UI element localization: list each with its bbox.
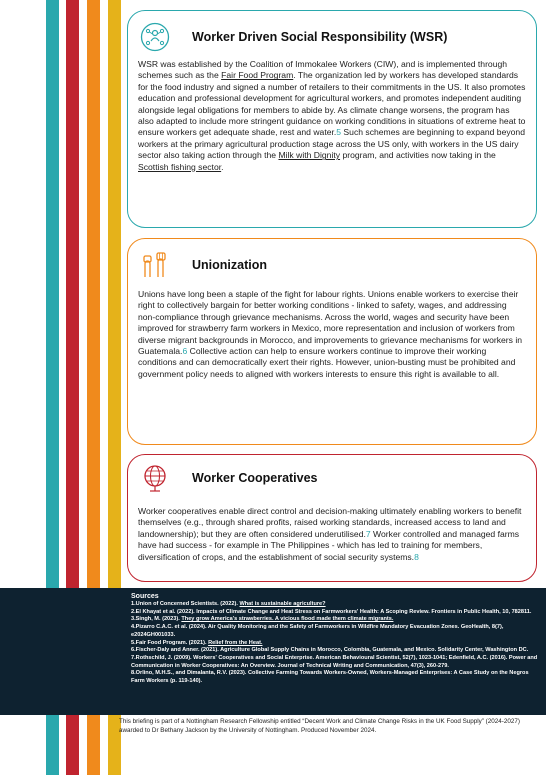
wsr-body: WSR was established by the Coalition of Immokalee Workers (CIW), and is implemented through schemes such as the Fair Food Program. The organization led by workers has developed standards for the food industry and signed a number of retailers to their commitments in the US. It also promotes education and professional development for agricultural workers, and promotes independent auditing alongside legal obligations for members to abide by. As climate change worsens, the program has also adapted to include more stringent guidance on working conditions in situations of extreme heat to ensure workers get adequate shade, rest and water.5 Such schemes are beginning to expand beyond workers at the primary agricultural production stage across the US only, with workers in the US dairy sector also taking action through the Milk with Dignity program, and activities now taking in the Scottish fishing sector. bbox=[138, 59, 526, 172]
milk-with-dignity-link[interactable]: Milk with Dignity bbox=[278, 150, 341, 161]
cooperatives-header bbox=[138, 458, 526, 498]
source-item: 7.Rothschild, J. (2009). Workers' Cooperatives and Social Enterprise. American Behavioural Scientist, 52(7), 1023-1041; Edenfield, A.C. (2016). Power and Communication in Worker Cooperatives: An Overview. Journal of Technical Writing and Communication, 47(3), 260-279. bbox=[131, 654, 538, 669]
fair-food-program-link[interactable]: Fair Food Program bbox=[221, 70, 294, 81]
unionization-body: Unions have long been a staple of the fight for labour rights. Unions enable workers to exercise their right to collectively bargain for better working conditions - linked to safety, wages, and addressing non-compliance through grievance mechanisms. Across the world, wages and security have been improved for strawberry farm workers in Mexico, more representation and inclusion of workers from diverse migrant backgrounds in Morocco, and improvements to grievance mechanisms for workers in Guatemala.6 Collective action can help to ensure workers continue to improve their working conditions and can democratically exert their rights. However, union-busting must be prohibited and government policy needs to aligned with workers interests to ensure this right is available to all. bbox=[138, 289, 523, 379]
source-item: 4.Pizarro C.A.C. et al. (2024). Air Quality Monitoring and the Safety of Farmworkers in Wildfire Mandatory Evacuation Zones. GeoHealth, 8(7), e2024GH001033. bbox=[131, 624, 504, 638]
source-item: 5.Fair Food Program. (2021). Relief from the Heat. bbox=[131, 639, 263, 646]
source-item: 8.Orlino, M.H.S., and Dimalanta, R.V. (2023). Collective Farming Towards Workers-Owned, Workers-Managed Enterprises: A Case Study on the Negros Farm Workers (p. 119-140). bbox=[131, 670, 529, 685]
unionization-card bbox=[127, 238, 537, 445]
wsr-header bbox=[138, 17, 526, 57]
source-item: 1.Union of Concerned Scientists. (2022). What is sustainable agriculture? bbox=[131, 601, 326, 607]
reference-8[interactable]: 8 bbox=[414, 551, 419, 562]
scottish-fishing-sector-link[interactable]: Scottish fishing sector bbox=[138, 161, 222, 172]
sources-panel bbox=[0, 588, 546, 715]
reference-6[interactable]: 6 bbox=[182, 346, 188, 357]
source-item: 3.Singh, M. (2023). They grow America's strawberries. A vicious flood made them climate migrants. bbox=[131, 616, 394, 623]
globe-pin-icon bbox=[140, 463, 170, 493]
cooperatives-card bbox=[127, 454, 537, 582]
source-link[interactable]: Relief from the Heat. bbox=[208, 639, 263, 646]
reference-7[interactable]: 7 bbox=[365, 528, 371, 539]
wsr-card bbox=[127, 10, 537, 228]
cooperatives-body: Worker cooperatives enable direct control and decision-making ultimately enabling workers to benefit themselves (e.g., through shared profits, raised working standards, increased access to land and landownership); but they are often considered underutilised.7 Worker controlled and managed farms have had success - for example in The Philippines - which has led to training for members, diversification of crops, and the establishment of social security systems.8 bbox=[138, 506, 522, 562]
source-item: 2.El Khayat et al. (2022). Impacts of Climate Change and Heat Stress on Farmworkers' Health: A Scoping Review. Frontiers in Public Health, 10, 782811. bbox=[131, 608, 532, 615]
source-item: 6.Fischer-Daly and Anner. (2021). Agriculture Global Supply Chains in Morocco, Colombia, Guatemala, and Mexico. Solidarity Center, Washington DC. bbox=[131, 647, 529, 654]
wsr-title: Worker Driven Social Responsibility (WSR) bbox=[192, 30, 448, 44]
people-network-icon bbox=[140, 22, 170, 52]
sources-heading: Sources bbox=[131, 593, 159, 600]
reference-5[interactable]: 5 bbox=[336, 127, 342, 138]
sources-list bbox=[131, 601, 538, 686]
cooperatives-title: Worker Cooperatives bbox=[192, 471, 318, 485]
unionization-header bbox=[138, 245, 526, 285]
footer-note: This briefing is part of a Nottingham Research Fellowship entitled “Decent Work and Climate Change Risks in the UK Food Supply” (2024-2027) awarded to Dr Bethany Jackson by the University of Nottingham. Produced November 2024. bbox=[119, 718, 520, 734]
raised-fists-icon bbox=[140, 250, 170, 280]
source-link[interactable]: What is sustainable agriculture? bbox=[239, 601, 326, 607]
unionization-title: Unionization bbox=[192, 258, 267, 272]
source-link[interactable]: They grow America's strawberries. A vicious flood made them climate migrants. bbox=[181, 616, 394, 623]
